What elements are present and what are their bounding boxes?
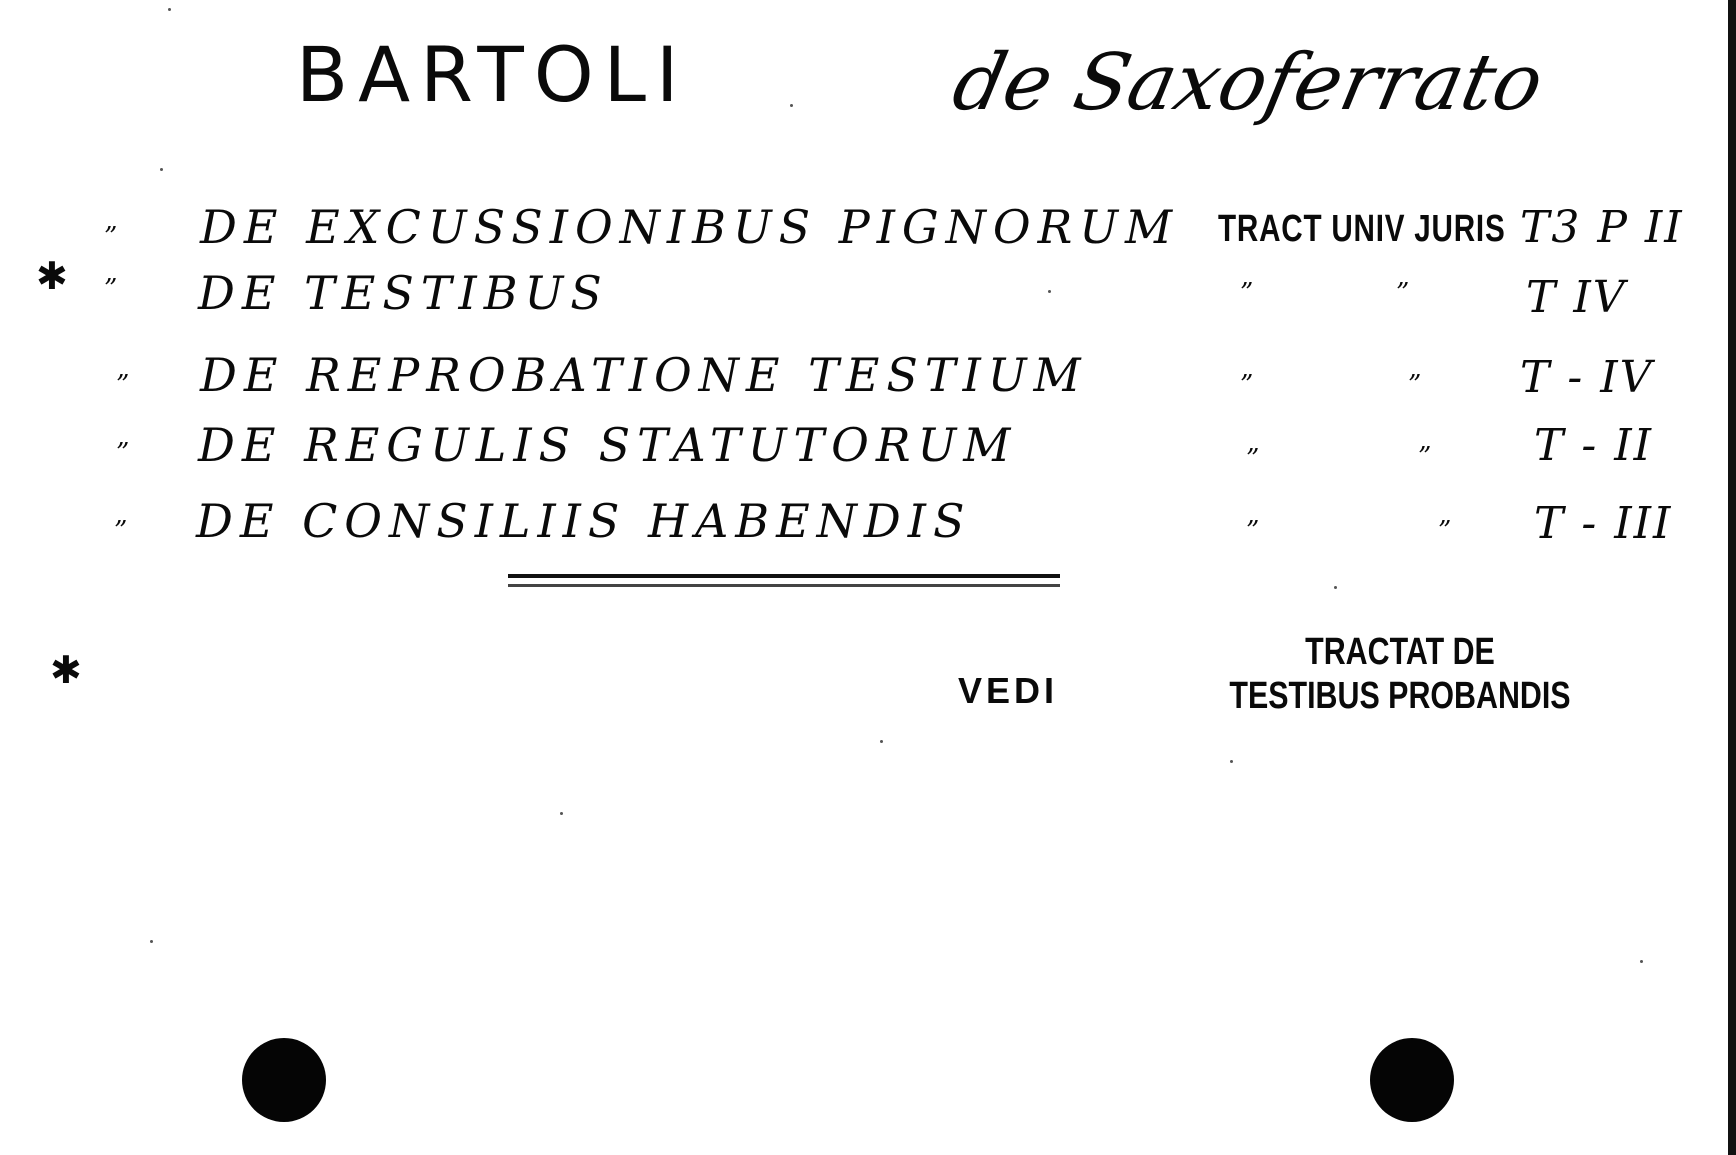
scan-speck (1048, 290, 1051, 293)
scan-speck (1334, 586, 1337, 589)
entry-volume: T - IV (1520, 352, 1654, 403)
ditto-mark: ” (1246, 516, 1260, 546)
ditto-mark: ” (1418, 442, 1432, 472)
scan-speck (168, 8, 171, 11)
cross-reference-target (1192, 630, 1608, 718)
ditto-mark: ” (104, 222, 118, 252)
scan-speck (790, 104, 793, 107)
entry-volume: T3 P II (1520, 202, 1684, 253)
ditto-mark: ” (1246, 444, 1260, 474)
entry-volume: T - III (1534, 498, 1673, 549)
ditto-mark: ” (114, 516, 128, 546)
ditto-mark: ” (116, 438, 130, 468)
entry-title: DE REGULIS STATUTORUM (198, 418, 1018, 472)
entry-title: DE EXCUSSIONIBUS PIGNORUM (200, 200, 1180, 254)
scan-speck (160, 168, 163, 171)
ditto-mark: ” (1408, 370, 1422, 400)
vedi-label: VEDI (958, 670, 1059, 711)
card-heading: BARTOLI (296, 30, 689, 119)
scan-speck (1640, 960, 1643, 963)
entry-title: DE TESTIBUS (198, 266, 609, 320)
entry-volume: T IV (1526, 272, 1627, 323)
ditto-mark: ” (1396, 278, 1410, 308)
scan-speck (560, 812, 563, 815)
punch-hole (1370, 1038, 1454, 1122)
entry-reference: TRACT UNIV JURIS (1218, 208, 1506, 250)
divider-rule (508, 574, 1060, 578)
entry-title: DE REPROBATIONE TESTIUM (200, 348, 1088, 402)
card-edge (1728, 0, 1736, 1155)
cross-reference-line: TRACTAT DE (1305, 631, 1495, 673)
entry-volume: T - II (1534, 420, 1653, 471)
ditto-mark: ” (1438, 516, 1452, 546)
ditto-mark: ” (104, 274, 118, 304)
asterisk-icon: ✱ (50, 648, 82, 692)
asterisk-icon: ✱ (36, 254, 68, 298)
divider-rule (508, 584, 1060, 587)
scan-speck (150, 940, 153, 943)
scan-speck (1230, 760, 1233, 763)
punch-hole (242, 1038, 326, 1122)
ditto-mark: ” (1240, 370, 1254, 400)
scan-speck (880, 740, 883, 743)
ditto-mark: ” (1240, 278, 1254, 308)
handwritten-subtitle: de Saxoferrato (945, 38, 1551, 128)
cross-reference-line: TESTIBUS PROBANDIS (1229, 675, 1571, 717)
entry-title: DE CONSILIIS HABENDIS (196, 494, 972, 548)
ditto-mark: ” (116, 370, 130, 400)
